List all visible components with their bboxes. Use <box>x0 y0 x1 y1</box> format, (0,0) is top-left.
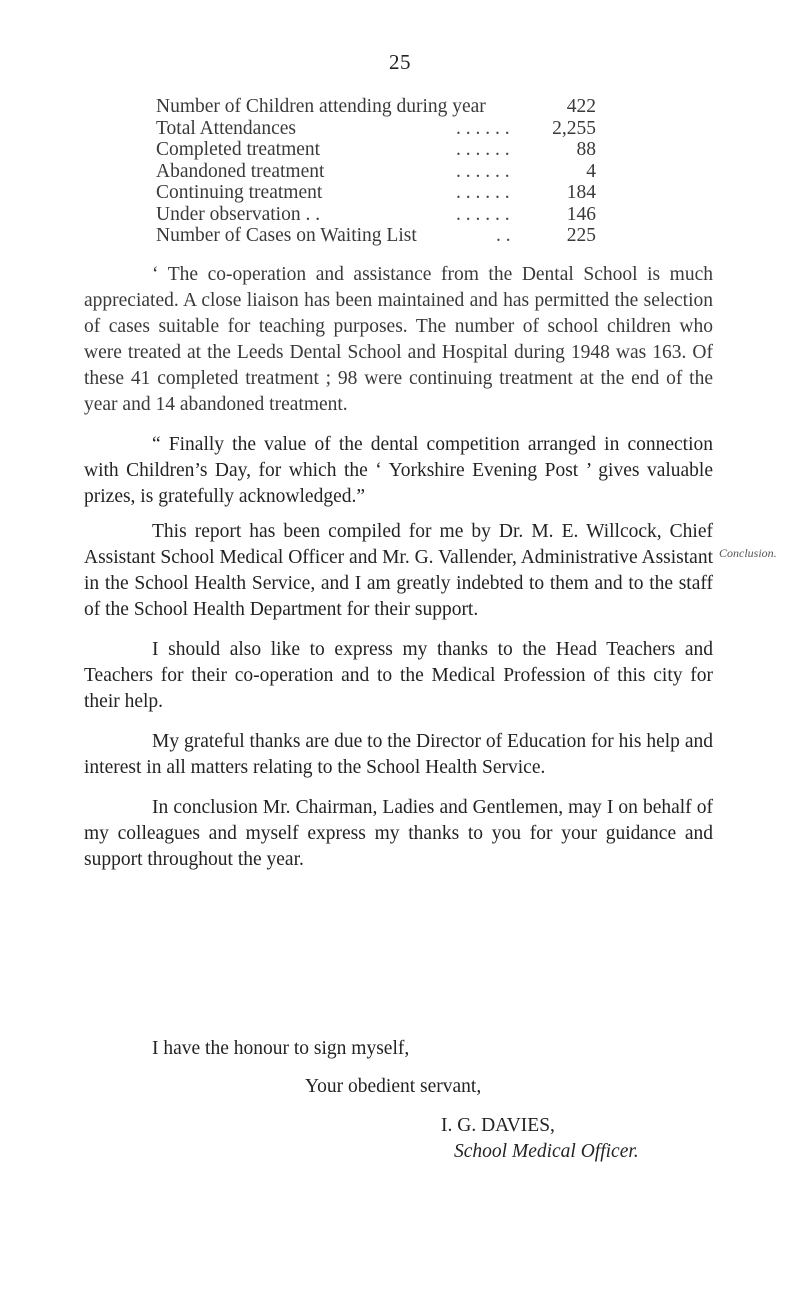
stat-row-completed-treatment <box>156 139 596 161</box>
closing-line: I have the honour to sign myself, <box>152 1038 410 1059</box>
leader-dots: . . . . . . <box>456 182 510 203</box>
closing-signature-block <box>84 1036 713 1165</box>
leader-dots: . . <box>496 225 511 246</box>
stat-value: 184 <box>566 182 596 203</box>
margin-note-conclusion: Conclusion. <box>719 546 777 560</box>
stat-row-continuing-treatment <box>156 182 596 204</box>
paragraph-thanks-teachers: I should also like to express my thanks to the Head Teachers and Teachers for their co-operation and to the Medical Profession of this city for their help. <box>84 639 713 712</box>
stat-row-total-attendances <box>156 118 596 140</box>
stat-label: Total Attendances <box>156 117 296 139</box>
stat-value: 88 <box>576 139 596 160</box>
paragraph-thanks-director: My grateful thanks are due to the Director of Education for his help and interest in all matters relating to the School Health Service. <box>84 731 713 778</box>
valediction: Your obedient servant, <box>305 1076 482 1097</box>
signature-title: School Medical Officer. <box>454 1141 639 1162</box>
stat-row-abandoned-treatment <box>156 161 596 183</box>
stat-label: Abandoned treatment <box>156 160 325 182</box>
stat-value: 225 <box>566 225 596 246</box>
paragraph-dental-school: ‘ The co-operation and assistance from the Dental School is much appreciated. A close liaison has been maintained and has permitted the selection of cases suitable for teaching purposes. The number of school children who were treated at the Leeds Dental School and Hospital during 1948 was 163. Of these 41 completed treatment ; 98 were continuing treatment at the end of the year and 14 abandoned treatment. <box>84 264 713 415</box>
leader-dots: . . . . . . <box>456 160 510 182</box>
stat-label: Under observation . . <box>156 203 321 225</box>
stat-value: 146 <box>566 203 596 225</box>
stat-label: Number of Cases on Waiting List <box>156 225 417 246</box>
stat-row-under-observation <box>156 204 596 226</box>
stat-row-children-attending <box>156 96 596 118</box>
dental-statistics-table <box>156 96 596 247</box>
page-number: 25 <box>389 50 411 74</box>
stat-value: 4 <box>586 160 596 182</box>
paragraph-conclusion: In conclusion Mr. Chairman, Ladies and Gentlemen, may I on behalf of my colleagues and myself express my thanks to you for your guidance and support throughout the year. <box>84 797 713 870</box>
stat-label: Continuing treatment <box>156 182 323 203</box>
stat-value: 2,255 <box>552 117 596 139</box>
stat-row-waiting-list <box>156 225 596 247</box>
signature-name: I. G. DAVIES, <box>441 1115 555 1136</box>
leader-dots: . . . . . . <box>456 203 510 225</box>
stat-value: 422 <box>566 96 596 117</box>
report-body <box>84 262 713 887</box>
paragraph-dental-competition: “ Finally the value of the dental competition arranged in connection with Children’s Day, for which the ‘ Yorkshire Evening Post ’ gives valuable prizes, is gratefully acknowledged.” <box>84 434 713 507</box>
leader-dots: . . . . . . <box>456 117 510 139</box>
leader-dots: . . . . . . <box>456 139 510 160</box>
stat-label: Number of Children attending during year <box>156 96 486 117</box>
paragraph-report-compiled: This report has been compiled for me by Dr. M. E. Willcock, Chief Assistant School Medical Officer and Mr. G. Vallender, Administrative Assistant in the School Health Service, and I am greatly indebted to them and to the staff of the School Health Department for their support. <box>84 521 713 620</box>
stat-label: Completed treatment <box>156 139 321 160</box>
